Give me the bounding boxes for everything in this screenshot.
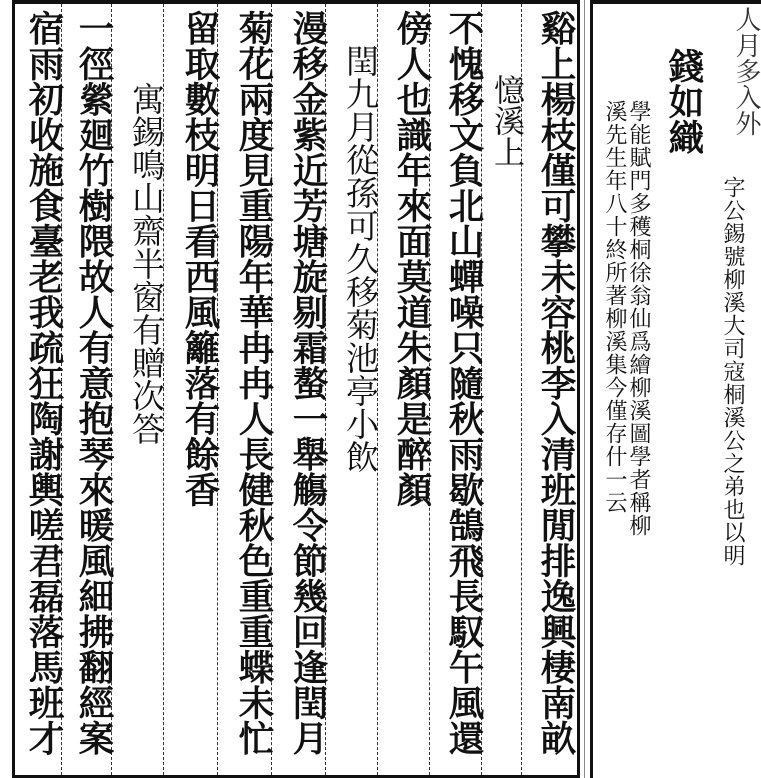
bio-column-1: 學能賦門多穫桐徐翁仙爲繪柳溪圖學者稱柳	[626, 100, 651, 537]
right-page	[590, 0, 761, 778]
poem-column-2: 不愧移文負北山蟬噪只隨秋雨歇鵠飛長馭午風還	[429, 4, 481, 775]
title-column-2: 寓錫鳴山齋半窗有贈次答	[111, 4, 163, 775]
poem-column-3: 傍人也識年來面莫道朱顏是醉顏	[377, 4, 429, 775]
top-fragment-column: 人月多入外	[731, 6, 761, 136]
poem-column-4: 漫移金紫近芳塘旋剔霜螯一舉觴令節幾回逢閏月	[271, 4, 325, 775]
poem-column-8: 宿雨初收施食臺老我疏狂陶謝輿嗟君磊落馬班才	[23, 10, 64, 756]
poem-column-7: 一徑縈廻竹樹隈故人有意抱琴來暖風細拂翻經案	[61, 4, 111, 775]
bio-column-2: 溪先生年八十終所著柳溪集今僅存什一云	[602, 100, 627, 514]
poem-column-6: 留取數枝明日看西風籬落有餘香	[163, 4, 217, 775]
title-column-1: 閏九月從孫可久移菊池亭小飲	[325, 4, 377, 775]
name-note-column: 字公錫號柳溪大司寇桐溪公之弟也以明	[720, 176, 745, 567]
poem-column-1: 谿上楊枝僅可攀未容桃李入清班閒排逸興棲南畝	[521, 4, 573, 775]
name-column: 錢如織	[663, 48, 704, 155]
left-page	[12, 0, 580, 778]
page-fold	[580, 0, 590, 778]
poem-column-5: 菊花兩度見重陽年華冉冉人長健秋色重重蝶未忙	[217, 4, 271, 775]
header-title-column: 憶溪上	[481, 4, 521, 775]
